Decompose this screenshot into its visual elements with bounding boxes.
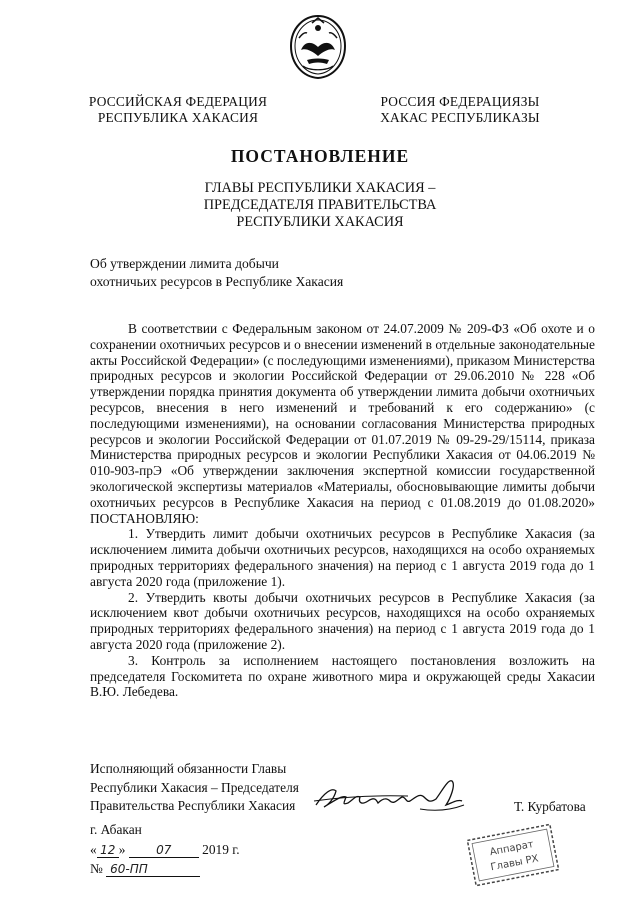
issuer-line-1: ГЛАВЫ РЕСПУБЛИКИ ХАКАСИЯ – [204, 180, 436, 196]
header-right-block [370, 94, 550, 126]
clause-1-paragraph: 1. Утвердить лимит добычи охотничьих ресурсов в Республике Хакасия (за исключением лимита добычи охотничьих ресурсов, находящихся на особо охраняемых природных территориях федерального значения) на период с 1 августа 2019 года до 1 августа 2020 года (приложение 1). [90, 526, 595, 589]
document-subject [90, 255, 420, 291]
signatory-line-1: Исполняющий обязанности Главы [90, 761, 287, 776]
document-body [90, 321, 595, 700]
signatory-name: Т. Курбатова [514, 799, 586, 814]
handwritten-signature [312, 775, 472, 817]
subject-line-2: охотничьих ресурсов в Республике Хакасия [90, 274, 344, 289]
document-number [90, 861, 200, 877]
issuer-line-2: ПРЕДСЕДАТЕЛЯ ПРАВИТЕЛЬСТВА [203, 197, 437, 213]
number-value: 60-ПП [106, 862, 200, 877]
header-left-line-1: РОССИЙСКАЯ ФЕДЕРАЦИЯ [88, 94, 268, 109]
document-title: ПОСТАНОВЛЕНИЕ [230, 146, 410, 166]
date-month: 07 [129, 843, 199, 858]
clause-2-paragraph: 2. Утвердить квоты добычи охотничьих ресурсов в Республике Хакасия (за исключением квот добычи охотничьих ресурсов, находящихся на особо охраняемых природных территориях федерального значения) на период с 1 августа 2019 года до 1 августа 2020 года (приложение 2). [90, 589, 595, 652]
clause-3-paragraph: 3. Контроль за исполнением настоящего постановления возложить на председателя Госкомитета по охране животного мира и окружающей среды Хакасии В.Ю. Лебедева. [90, 652, 595, 700]
signatory-position [90, 760, 330, 816]
issuer-line-3: РЕСПУБЛИКИ ХАКАСИЯ [236, 214, 404, 230]
stamp-line-2: Главы РХ [489, 853, 540, 874]
date-day: 12 [97, 843, 119, 858]
coat-of-arms-emblem [287, 14, 349, 80]
header-left-line-2: РЕСПУБЛИКА ХАКАСИЯ [97, 110, 259, 125]
document-date [90, 842, 240, 858]
stamp-line-1: Аппарат [488, 838, 535, 859]
date-close-quote: » [118, 842, 126, 857]
preamble-paragraph: В соответствии с Федеральным законом от 24.07.2009 № 209-ФЗ «Об охоте и о сохранении охотничьих ресурсов и о внесении изменений в отдельные законодательные акты Российской Федерации» (с последующими изменениями), приказом Министерства природных ресурсов и экологии Российской Федерации от 29.06.2010 № 228 «Об утверждении порядка принятия документа об утверждении лимита добычи охотничьих ресурсов, внесения в него изменений и требований к его содержанию» (с последующими изменениями), на основании согласования Министерства природных ресурсов и экологии Российской Федерации от 01.07.2019 № 09-29-29/15114, приказа Министерства природных ресурсов и экологии Республики Хакасия от 04.06.2019 № 010-903-прЭ «Об утверждении заключения экспертной комиссии государственной экологической экспертизы материалов «Материалы, обосновывающие лимиты добычи охотничьих ресурсов в Республике Хакасия на период с 01.08.2019 до 01.08.2020» ПОСТАНОВЛЯЮ: [90, 321, 595, 526]
signatory-line-2: Республики Хакасия – Председателя [90, 779, 299, 795]
header-right-line-1: РОССИЯ ФЕДЕРАЦИЯЗЫ [380, 94, 540, 109]
subject-line-1: Об утверждении лимита добычи [90, 256, 279, 271]
header-left-block [78, 94, 278, 126]
document-place: г. Абакан [90, 822, 142, 837]
signatory-line-3: Правительства Республики Хакасия [90, 798, 296, 813]
date-open-quote: « [90, 842, 97, 857]
issuer-block [160, 180, 480, 231]
header-right-line-2: ХАКАС РЕСПУБЛИКАЗЫ [380, 110, 540, 125]
registration-stamp [465, 822, 561, 888]
date-year: 2019 г. [202, 842, 240, 857]
number-sign: № [90, 861, 103, 876]
